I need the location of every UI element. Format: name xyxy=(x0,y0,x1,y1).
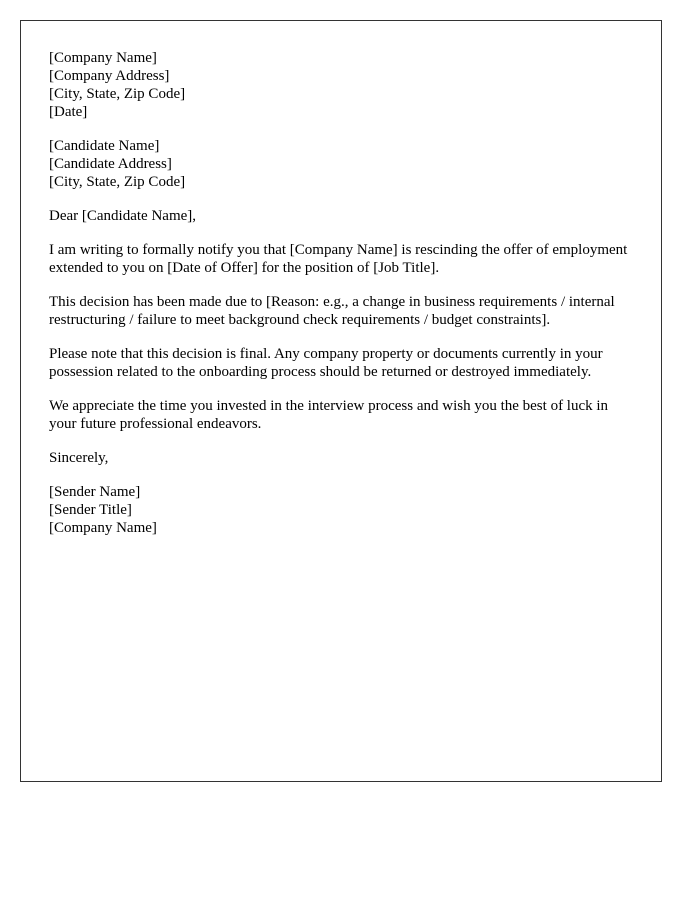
letter-page xyxy=(20,20,662,782)
candidate-address: [Candidate Address] xyxy=(49,156,172,172)
sender-title: [Sender Title] xyxy=(49,502,132,518)
company-address: [Company Address] xyxy=(49,68,170,84)
sender-name: [Sender Name] xyxy=(49,484,141,500)
letter-date: [Date] xyxy=(49,104,88,120)
candidate-name: [Candidate Name] xyxy=(49,138,160,154)
candidate-city-state-zip: [City, State, Zip Code] xyxy=(49,174,186,190)
company-city-state-zip: [City, State, Zip Code] xyxy=(49,86,186,102)
recipient-address-block xyxy=(49,137,634,191)
company-name: [Company Name] xyxy=(49,50,157,66)
body-paragraph: I am writing to formally notify you that [Company Name] is rescinding the offer of employment extended to you on [Date of Offer] for the position of [Job Title]. xyxy=(49,242,628,276)
signature-block xyxy=(49,483,634,537)
body-paragraph: This decision has been made due to [Reason: e.g., a change in business requirements / internal restructuring / failure to meet background check requirements / budget constraints]. xyxy=(49,294,615,328)
body-paragraph: We appreciate the time you invested in the interview process and wish you the best of luck in your future professional endeavors. xyxy=(49,398,609,432)
closing: Sincerely, xyxy=(49,450,109,466)
body-paragraph: Please note that this decision is final. Any company property or documents currently in your possession related to the onboarding process should be returned or destroyed immediately. xyxy=(49,346,603,380)
sender-company-name: [Company Name] xyxy=(49,520,157,536)
sender-address-block xyxy=(49,49,634,121)
salutation: Dear [Candidate Name], xyxy=(49,208,197,224)
